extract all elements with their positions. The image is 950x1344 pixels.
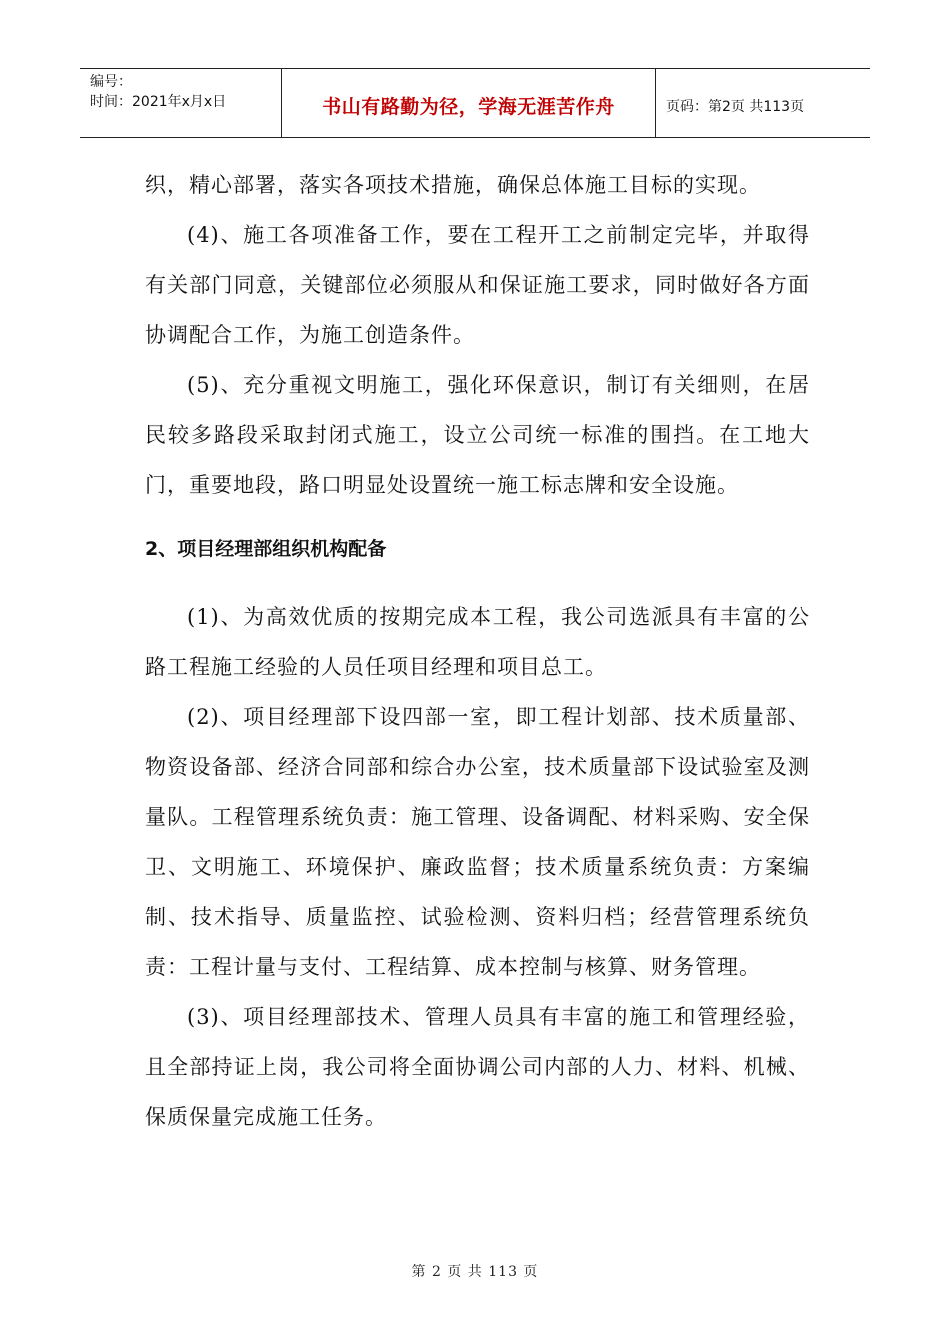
paragraph-section2-item-2: (2)、项目经理部下设四部一室，即工程计划部、技术质量部、物资设备部、经济合同部和综合办公室，技术质量部下设试验室及测量队。工程管理系统负责：施工管理、设备调配、材料采购、安全保卫、文明施工、环境保护、廉政监督；技术质量系统负责：方案编制、技术指导、质量监控、试验检测、资料归档；经营管理系统负责：工程计量与支付、工程结算、成本控制与核算、财务管理。 [145, 705, 810, 979]
paragraph-section2-item-1: (1)、为高效优质的按期完成本工程，我公司选派具有丰富的公路工程施工经验的人员任项目经理和项目总工。 [145, 605, 810, 679]
page-footer: 第 2 页 共 113 页 [411, 1264, 539, 1280]
header-meta-cell [80, 69, 282, 137]
section-heading: 2、项目经理部组织机构配备 [145, 538, 387, 560]
document-number-label: 编号： [90, 74, 132, 90]
document-date: 时间：2021年x月x日 [90, 94, 227, 110]
page-header [80, 68, 870, 138]
header-page-info: 页码：第2页 共113页 [666, 99, 805, 115]
paragraph-continued: 织，精心部署，落实各项技术措施，确保总体施工目标的实现。 [145, 173, 761, 197]
paragraph-item-4: (4)、施工各项准备工作，要在工程开工之前制定完毕，并取得有关部门同意，关键部位必须服从和保证施工要求，同时做好各方面协调配合工作，为施工创造条件。 [145, 223, 810, 347]
header-motto: 书山有路勤为径，学海无涯苦作舟 [322, 96, 615, 118]
paragraph-item-5: (5)、充分重视文明施工，强化环保意识，制订有关细则，在居民较多路段采取封闭式施工，设立公司统一标准的围挡。在工地大门，重要地段，路口明显处设置统一施工标志牌和安全设施。 [145, 373, 810, 497]
document-body [145, 160, 810, 1142]
paragraph-section2-item-3: (3)、项目经理部技术、管理人员具有丰富的施工和管理经验，且全部持证上岗，我公司将全面协调公司内部的人力、材料、机械、保质保量完成施工任务。 [145, 1005, 810, 1129]
header-page-cell [656, 69, 870, 137]
header-motto-cell [282, 69, 656, 137]
